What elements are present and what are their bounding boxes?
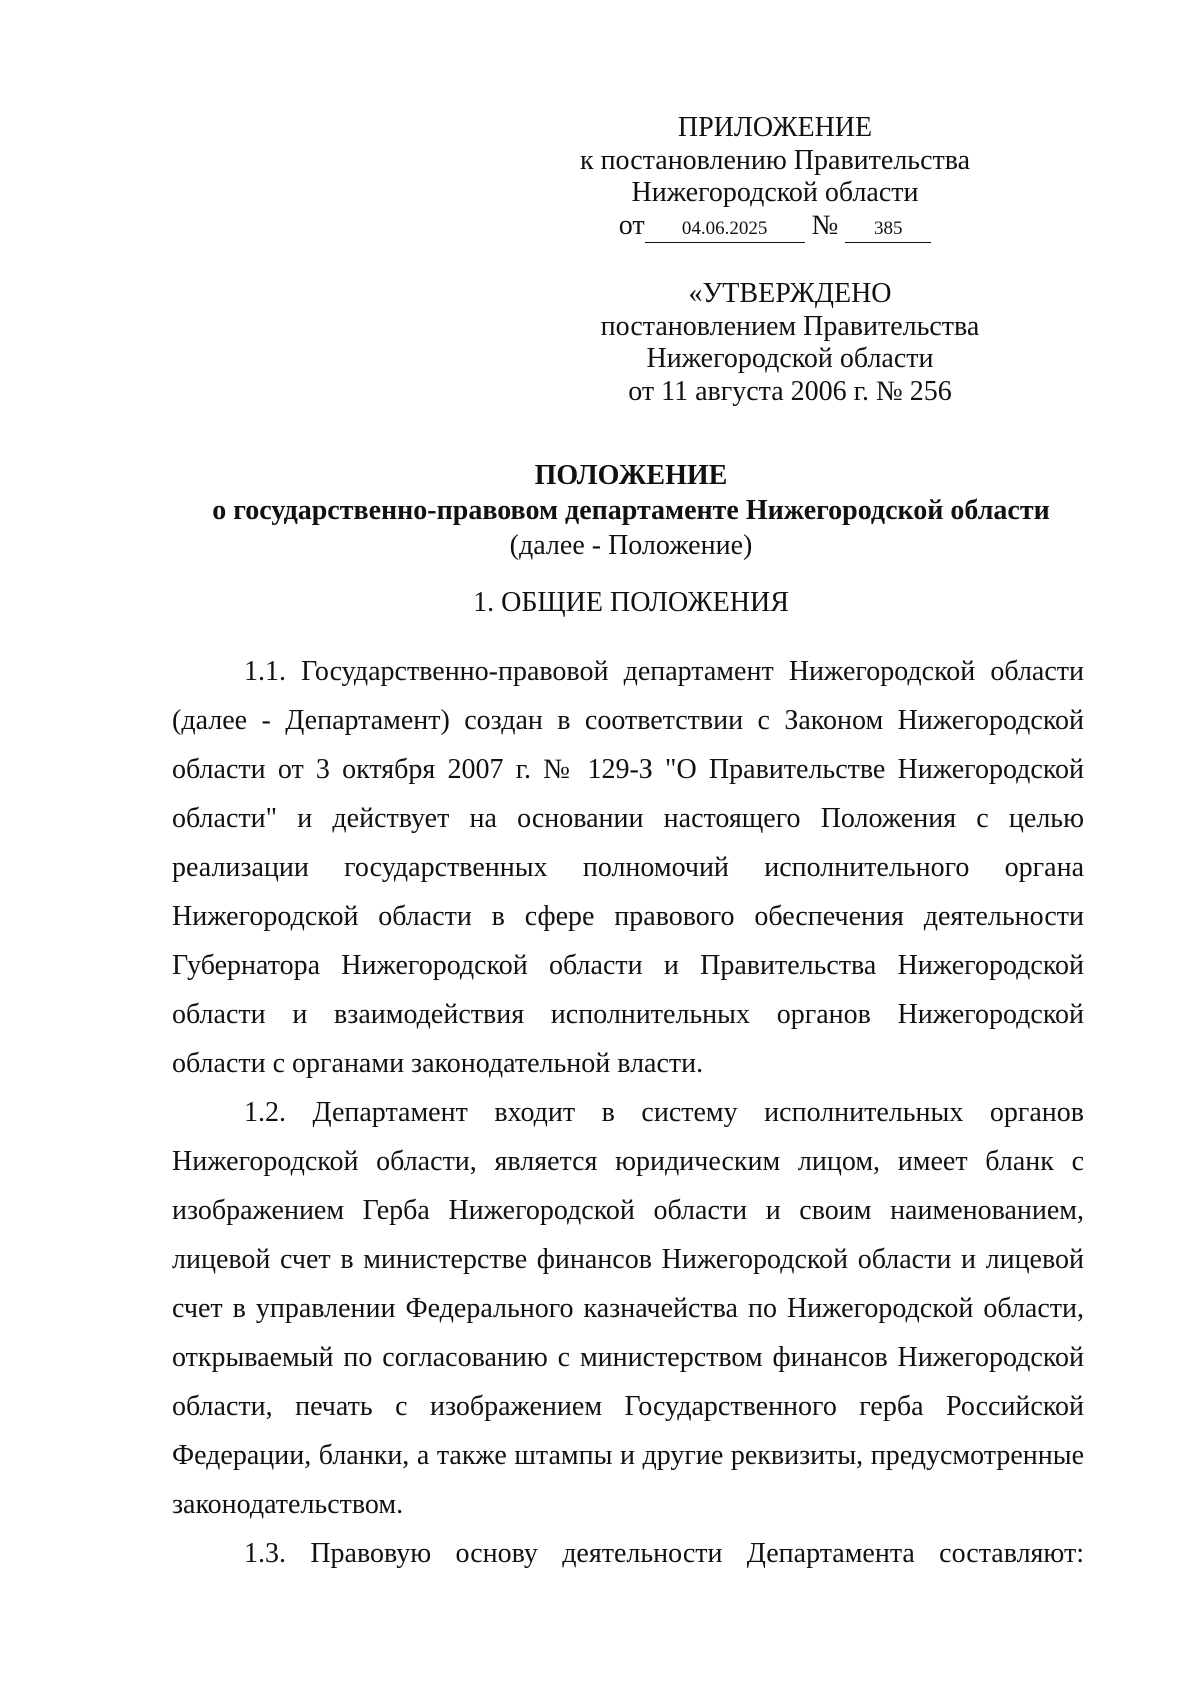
document-subtitle: о государственно-правовом департаменте Нижегородской области bbox=[212, 495, 1050, 526]
approved-line-3: Нижегородской области bbox=[646, 343, 934, 374]
appendix-date-row bbox=[560, 210, 990, 244]
appendix-title: ПРИЛОЖЕНИЕ bbox=[677, 112, 873, 143]
approved-line-4: от 11 августа 2006 г. № 256 bbox=[628, 375, 952, 407]
document-title-note: (далее - Положение) bbox=[509, 530, 753, 561]
appendix-block bbox=[560, 112, 990, 244]
paragraph-1-2: 1.2. Департамент входит в систему исполнительных органов Нижегородской области, является юридическим лицом, имеет бланк с изображением Герба Нижегородской области и своим наименованием, лицевой счет в министерстве финансов Нижегородской области и лицевой счет в управлении Федерального казначейства по Нижегородской области, открываемый по согласованию с министерством финансов Нижегородской области, печать с изображением Государственного герба Российской Федерации, бланки, а также штампы и другие реквизиты, предусмотренные законодательством. bbox=[172, 1097, 1084, 1520]
appendix-line-1: к постановлению Правительства bbox=[579, 144, 971, 176]
appendix-line-2: Нижегородской области bbox=[631, 177, 919, 208]
paragraph-1-3: 1.3. Правовую основу деятельности Департамента составляют: bbox=[244, 1538, 1084, 1569]
approved-block bbox=[560, 278, 1020, 408]
approved-line-2: постановлением Правительства bbox=[600, 310, 980, 342]
section-heading: 1. ОБЩИЕ ПОЛОЖЕНИЯ bbox=[473, 587, 789, 618]
paragraph-1-1: 1.1. Государственно-правовой департамент Нижегородской области (далее - Департамент) создан в соответствии с Законом Нижегородской области от 3 октября 2007 г. № 129-З "О Правительстве Нижегородской области" и действует на основании настоящего Положения с целью реализации государственных полномочий исполнительного органа Нижегородской области в сфере правового обеспечения деятельности Губернатора Нижегородской области и Правительства Нижегородской области и взаимодействия исполнительных органов Нижегородской области с органами законодательной власти. bbox=[172, 656, 1084, 1079]
document-title: ПОЛОЖЕНИЕ bbox=[534, 460, 728, 491]
document-title-block bbox=[120, 458, 1142, 563]
number-prefix: № bbox=[811, 209, 839, 241]
date-prefix: от bbox=[618, 209, 645, 241]
document-number: 385 bbox=[845, 218, 931, 243]
approved-line-1: «УТВЕРЖДЕНО bbox=[688, 278, 892, 309]
section-body bbox=[172, 647, 1084, 1578]
document-date: 04.06.2025 bbox=[645, 218, 805, 243]
